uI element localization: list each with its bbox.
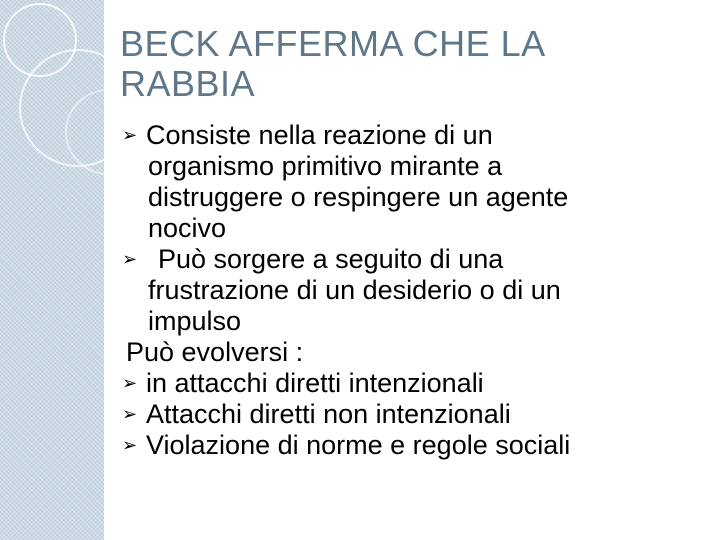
bullet-text: Può sorgere a seguito di una xyxy=(158,244,504,274)
arrow-bullet-icon: ➢ xyxy=(122,435,138,456)
arrow-bullet-icon: ➢ xyxy=(122,249,138,270)
slide-body xyxy=(122,120,702,461)
plain-text-line: Può evolversi : xyxy=(126,337,304,367)
slide-title xyxy=(120,24,700,104)
bullet-text: distruggere o respingere un agente xyxy=(148,182,569,212)
bullet-text: frustrazione di un desiderio o di un xyxy=(148,275,561,305)
bullet-text: Attacchi diretti non intenzionali xyxy=(146,399,511,429)
bullet-item xyxy=(122,430,702,461)
arrow-bullet-icon: ➢ xyxy=(122,373,138,394)
bullet-text: impulso xyxy=(148,306,242,336)
title-line-2: RABBIA xyxy=(120,63,256,104)
bullet-item xyxy=(122,368,702,399)
bullet-text: organismo primitivo mirante a xyxy=(148,151,503,181)
bullet-text: nocivo xyxy=(148,213,227,243)
title-line-1: BECK AFFERMA CHE LA xyxy=(120,23,546,64)
bullet-item xyxy=(122,120,702,244)
bullet-text: Violazione di norme e regole sociali xyxy=(146,430,571,460)
arrow-bullet-icon: ➢ xyxy=(122,404,138,425)
bullet-text: Consiste nella reazione di un xyxy=(146,120,493,150)
bullet-item xyxy=(122,399,702,430)
bullet-text: in attacchi diretti intenzionali xyxy=(146,368,484,398)
bullet-item xyxy=(122,244,702,337)
arrow-bullet-icon: ➢ xyxy=(122,125,138,146)
